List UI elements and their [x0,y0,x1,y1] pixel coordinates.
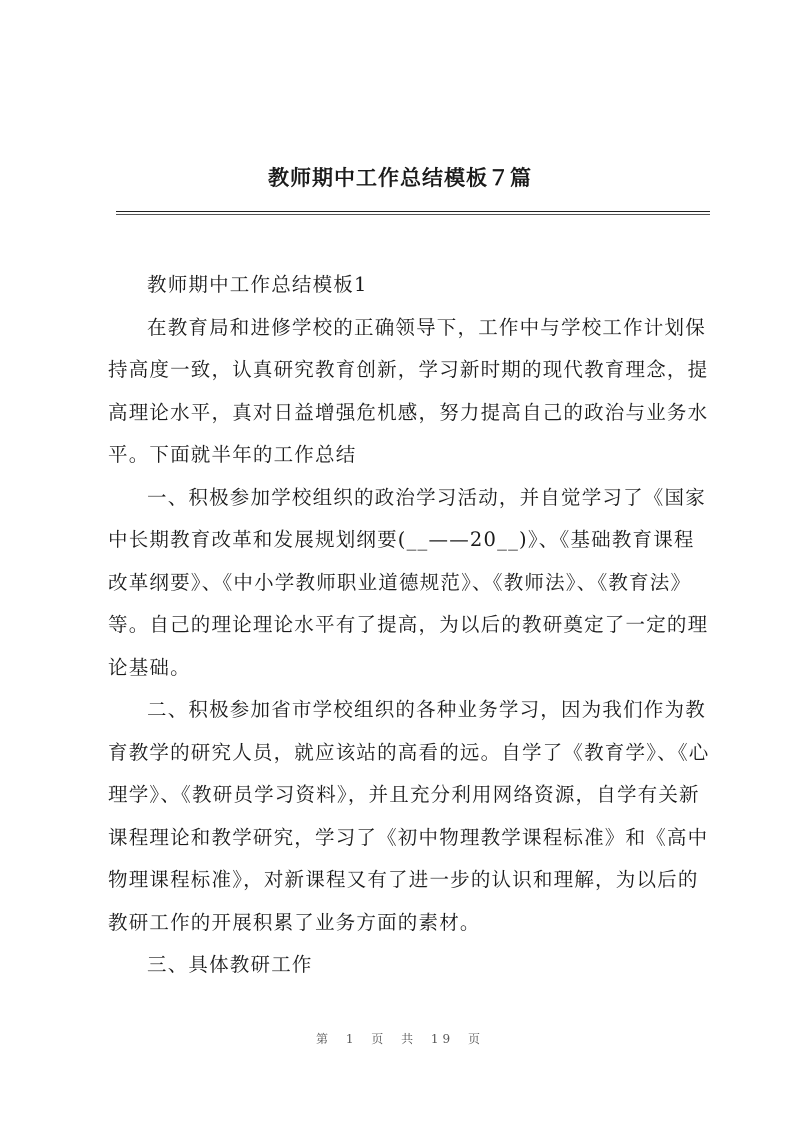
document-body [108,264,714,987]
paragraph-point-1: 一、积极参加学校组织的政治学习活动，并自觉学习了《国家中长期教育改革和发展规划纲要(__——20__)》、《基础教育课程改革纲要》、《中小学教师职业道德规范》、《教师法》、《教育法》等。自己的理论理论水平有了提高，为以后的教研奠定了一定的理论基础。 [108,485,709,679]
paragraph-point-3: 三、具体教研工作 [147,953,313,976]
paragraph-point-2: 二、积极参加省市学校组织的各种业务学习，因为我们作为教育教学的研究人员，就应该站的高看的远。自学了《教育学》、《心理学》、《教研员学习资料》，并且充分利用网络资源，自学有关新课程理论和教学研究，学习了《初中物理教学课程标准》和《高中物理课程标准》，对新课程又有了进一步的认识和理解，为以后的教研工作的开展积累了业务方面的素材。 [108,698,710,934]
paragraph-intro: 在教育局和进修学校的正确领导下，工作中与学校工作计划保持高度一致，认真研究教育创新，学习新时期的现代教育理念，提高理论水平，真对日益增强危机感，努力提高自己的政治与业务水平。下面就半年的工作总结 [108,315,709,466]
section-heading: 教师期中工作总结模板1 [147,273,368,296]
page-number-footer: 第 1 页 共 19 页 [316,1032,484,1046]
title-divider-thin [116,214,710,215]
title-divider [116,211,710,212]
document-title: 教师期中工作总结模板７篇 [268,165,532,190]
